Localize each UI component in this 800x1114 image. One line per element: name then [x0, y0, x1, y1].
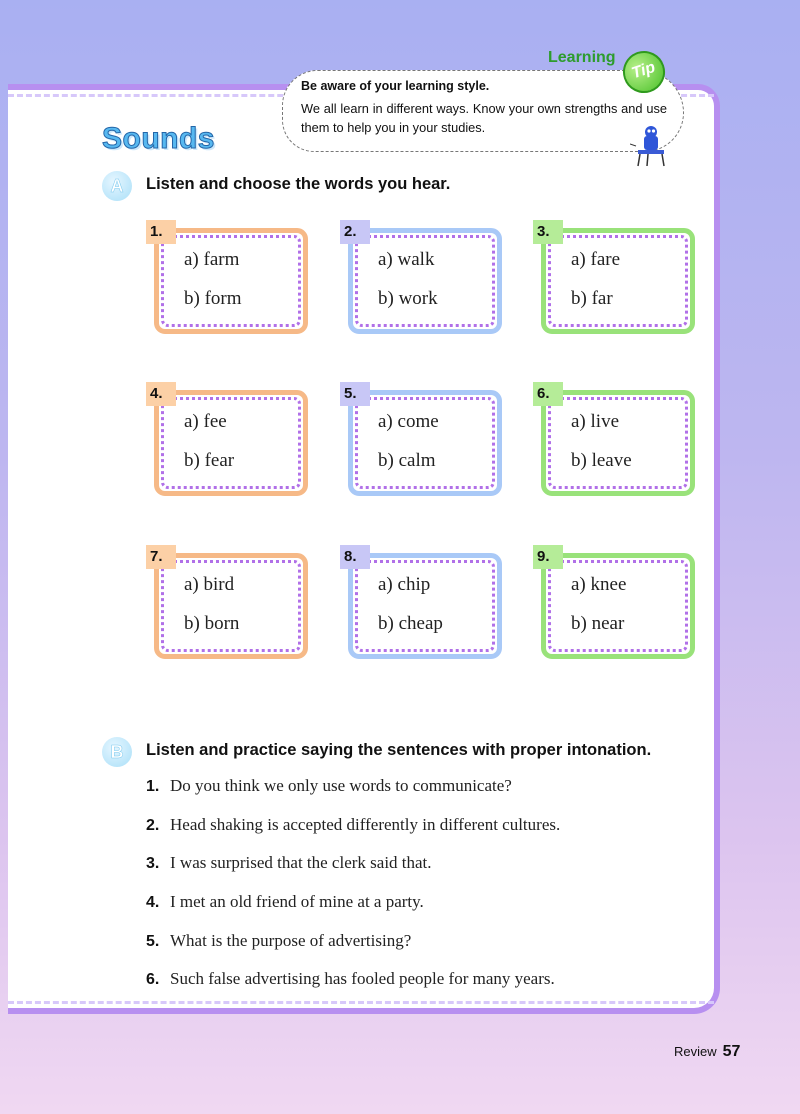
word-card [146, 220, 308, 334]
sentence-text: Such false advertising has fooled people for many years. [170, 969, 555, 988]
tip-body: We all learn in different ways. Know your own strengths and use them to help you in your studies. [301, 101, 667, 135]
card-number: 5. [340, 382, 370, 406]
sentence-item [146, 853, 432, 873]
card-number: 2. [340, 220, 370, 244]
option-a[interactable]: a) walk [378, 249, 435, 270]
sentence-item [146, 892, 424, 912]
sentence-text: I was surprised that the clerk said that. [170, 853, 432, 872]
footer-label: Review [674, 1044, 717, 1059]
option-b[interactable]: b) near [571, 613, 625, 634]
card-number: 3. [533, 220, 563, 244]
learning-tip-bubble [282, 70, 684, 152]
option-a[interactable]: a) come [378, 411, 439, 432]
card-number: 1. [146, 220, 176, 244]
section-b-badge: B [102, 737, 132, 767]
part-b-instruction: Listen and practice saying the sentences with proper intonation. [146, 741, 652, 759]
sentence-number: 3. [146, 855, 160, 872]
word-card [146, 382, 308, 496]
sentence-text: Do you think we only use words to communicate? [170, 776, 512, 795]
option-b[interactable]: b) form [184, 288, 242, 309]
option-a[interactable]: a) knee [571, 574, 627, 595]
option-b[interactable]: b) work [378, 288, 438, 309]
learning-tip-label: Learning [548, 49, 616, 66]
option-a[interactable]: a) chip [378, 574, 431, 595]
word-card [146, 545, 308, 659]
sentence-item [146, 969, 555, 989]
option-a[interactable]: a) bird [184, 574, 235, 595]
sentence-item [146, 931, 411, 951]
sentence-number: 5. [146, 933, 160, 950]
part-a-instruction: Listen and choose the words you hear. [146, 175, 451, 193]
word-card [533, 382, 695, 496]
tip-heading: Be aware of your learning style. [301, 79, 490, 93]
word-card [340, 220, 502, 334]
sentence-number: 4. [146, 894, 160, 911]
word-card [340, 545, 502, 659]
sentence-text: I met an old friend of mine at a party. [170, 892, 424, 911]
word-card [533, 545, 695, 659]
tip-badge: Tip [618, 46, 671, 99]
sentence-number: 6. [146, 971, 160, 988]
option-b[interactable]: b) cheap [378, 613, 443, 634]
card-number: 9. [533, 545, 563, 569]
sentence-item [146, 815, 560, 835]
word-card [340, 382, 502, 496]
option-a[interactable]: a) fee [184, 411, 227, 432]
card-number: 8. [340, 545, 370, 569]
option-a[interactable]: a) fare [571, 249, 621, 270]
card-number: 4. [146, 382, 176, 406]
page-footer [674, 1043, 740, 1061]
option-b[interactable]: b) far [571, 288, 613, 309]
sentence-number: 1. [146, 778, 160, 795]
option-b[interactable]: b) calm [378, 450, 436, 471]
word-card [533, 220, 695, 334]
option-b[interactable]: b) leave [571, 450, 632, 471]
mascot-illustration [630, 124, 672, 168]
card-number: 7. [146, 545, 176, 569]
option-b[interactable]: b) fear [184, 450, 235, 471]
card-number: 6. [533, 382, 563, 406]
section-title: Sounds [102, 122, 215, 155]
section-a-badge: A [102, 171, 132, 201]
option-a[interactable]: a) live [571, 411, 620, 432]
sentence-number: 2. [146, 817, 160, 834]
option-b[interactable]: b) born [184, 613, 240, 634]
page-number: 57 [722, 1043, 741, 1060]
sentence-text: Head shaking is accepted differently in different cultures. [170, 815, 561, 834]
sentence-item [146, 776, 512, 796]
option-a[interactable]: a) farm [184, 249, 240, 270]
sentence-text: What is the purpose of advertising? [170, 931, 412, 950]
